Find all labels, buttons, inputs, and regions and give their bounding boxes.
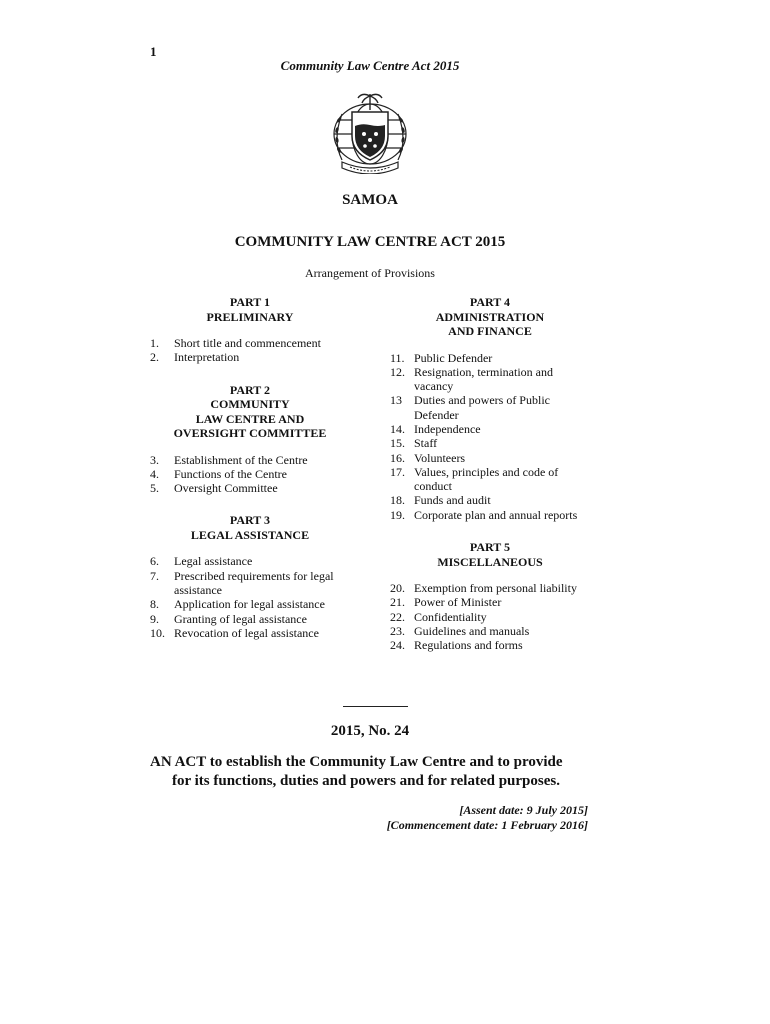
long-title [150,753,595,791]
item-title: Revocation of legal assistance [174,625,319,640]
country-heading: SAMOA [342,192,398,208]
item-title: Staff [414,436,438,451]
item-number: 11. [390,350,405,365]
item-title: Prescribed requirements for legal assistance [174,568,334,598]
item-title: Independence [414,421,481,436]
part-label: PART 4 [469,295,511,309]
part-1-heading [150,295,350,324]
contents-item[interactable] [150,467,350,481]
item-title: Exemption from personal liability [414,581,577,596]
item-number: 6. [150,554,159,569]
part-label: PART 5 [469,540,511,555]
part-name: OVERSIGHT COMMITTEE [173,426,327,441]
contents-left-column [150,295,350,640]
item-title: Confidentiality [414,609,487,624]
item-title: Duties and powers of Public Defender [414,393,550,422]
item-number: 13 [390,393,402,408]
item-title: Guidelines and manuals [414,623,530,638]
item-number: 16. [390,450,405,465]
running-title: Community Law Centre Act 2015 [280,58,460,73]
item-number: 17. [390,464,405,479]
item-number: 1. [150,336,159,350]
item-title: Power of Minister [414,595,502,610]
part-5-heading [390,540,590,569]
item-number: 2. [150,350,159,365]
item-number: 23. [390,623,405,638]
contents-item[interactable] [150,569,350,598]
item-title: Values, principles and code of conduct [414,464,559,494]
item-title: Public Defender [414,350,493,365]
item-number: 9. [150,611,159,626]
commencement-date: [Commencement date: 1 February 2016] [386,818,588,832]
part-label: PART 2 [229,382,271,397]
item-title: Oversight Committee [174,481,278,496]
item-number: 10. [150,625,165,640]
part-2-heading [150,383,350,441]
contents-item[interactable] [150,350,350,364]
contents-item[interactable] [390,465,590,494]
item-number: 5. [150,481,159,496]
item-number: 19. [390,507,405,522]
contents-item[interactable] [390,638,590,652]
contents-right-column [390,295,590,653]
item-title: Volunteers [414,450,466,465]
item-number: 15. [390,436,405,451]
item-title: Legal assistance [174,554,253,569]
part-name: MISCELLANEOUS [437,554,543,569]
item-title: Resignation, termination and vacancy [414,364,553,394]
item-title: Granting of legal assistance [174,611,307,626]
arrangement-subtitle: Arrangement of Provisions [305,266,435,280]
item-title: Functions of the Centre [174,466,287,481]
contents-item[interactable] [150,597,350,611]
page-number: 1 [150,44,157,59]
item-title: Regulations and forms [414,638,523,653]
part-name: LAW CENTRE AND [195,411,305,426]
contents-item[interactable] [390,351,590,365]
item-number: 3. [150,452,159,467]
item-number: 8. [150,597,159,612]
item-title: Establishment of the Centre [174,452,308,467]
part-3-heading [150,513,350,542]
divider-rule [343,706,408,707]
part-name: COMMUNITY [210,397,290,412]
part-label: PART 1 [229,295,271,309]
item-number: 7. [150,568,159,583]
part-name: AND FINANCE [448,324,532,338]
item-number: 24. [390,638,405,653]
item-title: Application for legal assistance [174,597,325,612]
part-name: PRELIMINARY [206,309,294,324]
item-title: Interpretation [174,350,240,365]
act-number: 2015, No. 24 [330,723,410,739]
contents-item[interactable] [390,393,590,422]
contents-item[interactable] [150,336,350,350]
item-title: Short title and commencement [174,336,321,350]
item-number: 21. [390,595,405,610]
long-title-line: for its functions, duties and powers and for related purposes. [172,773,560,789]
dates-block [360,803,588,833]
item-number: 12. [390,364,405,379]
part-name: LEGAL ASSISTANCE [190,527,310,542]
item-title: Funds and audit [414,493,491,508]
item-number: 22. [390,609,405,624]
item-number: 20. [390,581,405,596]
contents-item[interactable] [390,436,590,450]
contents-item[interactable] [390,508,590,522]
item-title: Corporate plan and annual reports [414,507,578,522]
contents-item[interactable] [150,481,350,495]
contents-item[interactable] [150,626,350,640]
contents-item[interactable] [390,365,590,394]
contents-item[interactable] [390,493,590,507]
item-number: 18. [390,493,405,508]
contents-item[interactable] [390,581,590,595]
long-title-line: AN ACT to establish the Community Law Centre and to provide [150,754,563,770]
part-label: PART 3 [229,513,271,528]
contents-item[interactable] [390,595,590,609]
contents-item[interactable] [150,612,350,626]
samoa-coat-of-arms-icon [328,90,412,174]
item-number: 14. [390,421,405,436]
assent-date: [Assent date: 9 July 2015] [459,803,588,817]
contents-item[interactable] [390,422,590,436]
contents-item[interactable] [390,451,590,465]
contents-item[interactable] [150,554,350,568]
item-number: 4. [150,466,159,481]
contents-item[interactable] [150,453,350,467]
contents-item[interactable] [390,610,590,624]
contents-item[interactable] [390,624,590,638]
part-name: ADMINISTRATION [435,309,545,324]
act-title: COMMUNITY LAW CENTRE ACT 2015 [234,234,506,250]
part-4-heading [390,295,590,339]
